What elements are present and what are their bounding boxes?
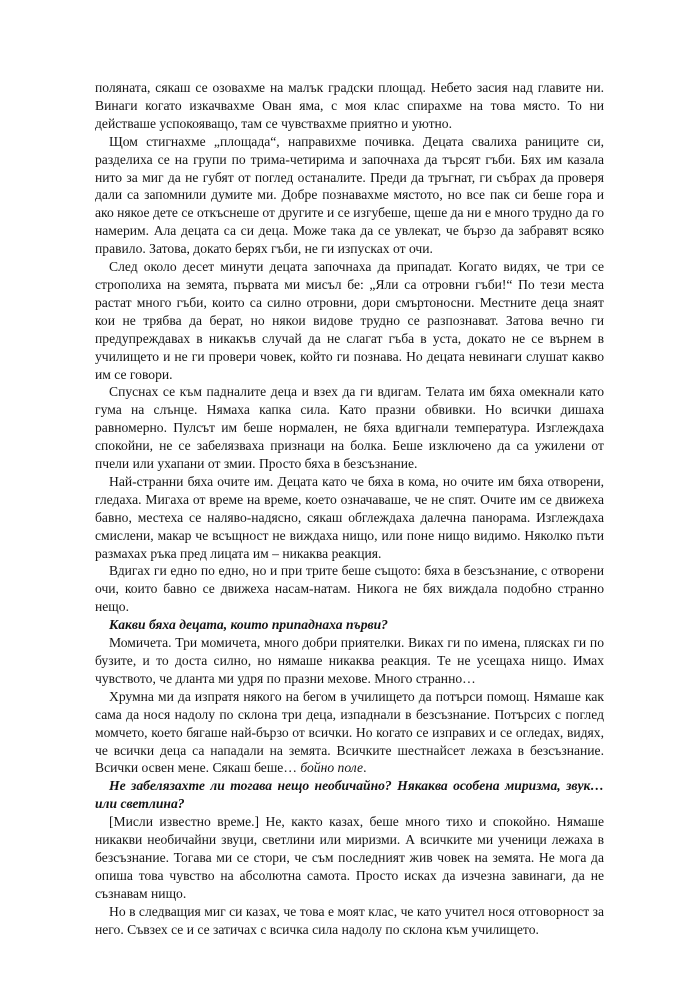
paragraph: Щом стигнахме „площада“, направихме почивка. Децата свалиха раниците си, разделиха се на групи по трима-четирима и започнаха да търсят гъби. Бях им казала нито за миг да не губят от поглед останалите. Преди да тръгнат, ги събрах да проверя дали са запомнили думите ми. Добре познавахме мястото, но все пак си беше гора и ако някое дете се откъснеше от другите и се изгубеше, щеше да ни е много трудно да го намерим. Ала децата са си деца. Може така да се увлекат, че бързо да забравят всяко правило. Затова, докато берях гъби, не ги изпусках от очи. (95, 133, 604, 257)
document-body (95, 79, 604, 939)
paragraph-text: Хрумна ми да изпратя някого на бегом в училището да потърси помощ. Нямаше как сама да нося надолу по склона три деца, изпаднали в безсъзнание. Потърсих с поглед момчето, което бягаше най-бързо от всички. Но когато се изправих и се огледах, видях, че всички деца са нападали на земята. Всичките шестнайсет лежаха в безсъзнание. Всички освен мене. Сякаш беше… (95, 688, 604, 776)
paragraph: Спуснах се към падналите деца и взех да ги вдигам. Телата им бяха омекнали като гума на слънце. Нямаха капка сила. Като празни обвивки. Но всички дишаха равномерно. Пулсът им беше нормален, не бяха вдигнали температура. Изглеждаха спокойни, не се забелязваха признаци на болка. Беше изключено да са ужилени от пчели или ухапани от змии. Просто бяха в безсъзнание. (95, 384, 604, 472)
paragraph: Хрумна ми да изпратя някого на бегом в училището да потърси помощ. Нямаше как сама да нося надолу по склона три деца, изпаднали в безсъзнание. Потърсих с поглед момчето, което бягаше най-бързо от всички. Но когато се изправих и се огледах, видях, че всички деца са нападали на земята. Всичките шестнайсет лежаха в безсъзнание. Всички освен мене. Сякаш беше… бойно поле. (95, 688, 604, 776)
paragraph: Вдигах ги едно по едно, но и при трите беше същото: бяха в безсъзнание, с отворени очи, които бавно се движеха насам-натам. Никога не бях виждала подобно странно нещо. (95, 563, 604, 615)
paragraph: След около десет минути децата започнаха да припадат. Когато видях, че три се строполиха на земята, първата ми мисъл бе: „Яли са отровни гъби!“ По тези места растат много гъби, които са силно отровни, дори смъртоносни. Местните деца знаят кои не трябва да берат, но някои видове трудно се разпознават. Затова вечно ги предупреждавах в никакъв случай да не слагат гъба в уста, докато не се върнем в училището и не ги провери човек, който ги познава. Но децата невинаги слушат какво им се говори. (95, 259, 604, 382)
paragraph: [Мисли известно време.] Не, както казах, беше много тихо и спокойно. Нямаше никакви необичайни звуци, светлини или миризми. А всичките ми ученици лежаха в безсъзнание. Тогава ми се стори, че съм последният жив човек на земята. Не мога да опиша това чувство на абсолютна самота. Просто исках да изчезна завинаги, да не съзнавам нищо. (95, 814, 604, 901)
paragraph: Но в следващия миг си казах, че това е моят клас, че като учител нося отговорност за него. Съвзех се и се затичах с всичка сила надолу по склона към училището. (95, 903, 604, 937)
paragraph: Момичета. Три момичета, много добри приятелки. Виках ги по имена, плясках ги по бузите, и то доста силно, но нямаше никаква реакция. Те не усещаха нищо. Имах чувството, че дланта ми удря по празни мехове. Много странно… (95, 635, 604, 686)
interview-question: Не забелязахте ли тогава нещо необичайно? Някаква особена миризма, звук… или светлина? (95, 778, 604, 812)
paragraph: поляната, сякаш се озовахме на малък градски площад. Небето засия над главите ни. Винаги когато изкачвахме Ован яма, с моя клас спирахме на това място. То ни действаше успокояващо, там се чувствахме приятно и уютно. (95, 80, 604, 131)
paragraph: Най-странни бяха очите им. Децата като че бяха в кома, но очите им бяха отворени, гледаха. Мигаха от време на време, което означаваше, че не спят. Очите им се движеха бавно, местеха се наляво-надясно, сякаш обглеждаха далечна панорама. Изглеждаха смислени, макар че всъщност не виждаха нищо, или поне нищо видимо. Няколко пъти размахах ръка пред лицата им – никаква реакция. (95, 473, 604, 561)
emphasis-text: бойно поле (300, 760, 364, 776)
interview-question: Какви бяха децата, които припаднаха първи? (109, 617, 388, 633)
